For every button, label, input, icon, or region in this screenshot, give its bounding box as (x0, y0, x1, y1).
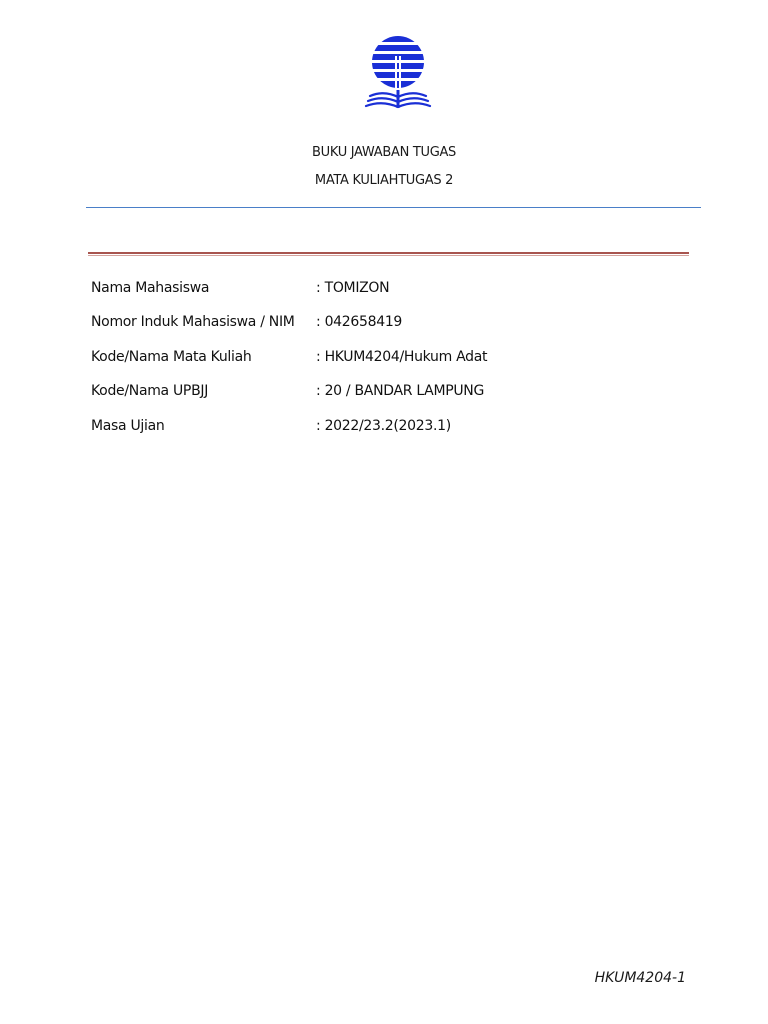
info-row-nim (91, 314, 691, 334)
info-value: : 2022/23.2(2023.1) (316, 418, 451, 434)
page-footer-code: HKUM4204-1 (594, 970, 686, 986)
document-subtitle: MATA KULIAHTUGAS 2 (314, 173, 454, 188)
info-value: : TOMIZON (316, 280, 390, 296)
info-row-exam-period (91, 418, 691, 438)
info-row-upbjj (91, 383, 691, 403)
info-label: Nomor Induk Mahasiswa / NIM (91, 314, 295, 330)
info-value: : 042658419 (316, 314, 403, 330)
section-divider (88, 252, 689, 254)
info-label: Kode/Nama UPBJJ (91, 383, 209, 399)
info-row-course (91, 349, 691, 369)
info-label: Kode/Nama Mata Kuliah (91, 349, 252, 365)
info-value: : 20 / BANDAR LAMPUNG (316, 383, 485, 399)
info-label: Masa Ujian (91, 418, 165, 434)
document-title: BUKU JAWABAN TUGAS (311, 145, 457, 160)
info-label: Nama Mahasiswa (91, 280, 210, 296)
info-row-name (91, 280, 691, 300)
header-divider (86, 207, 701, 208)
university-logo-icon (364, 34, 432, 112)
info-value: : HKUM4204/Hukum Adat (316, 349, 488, 365)
section-divider-shadow (88, 255, 689, 256)
